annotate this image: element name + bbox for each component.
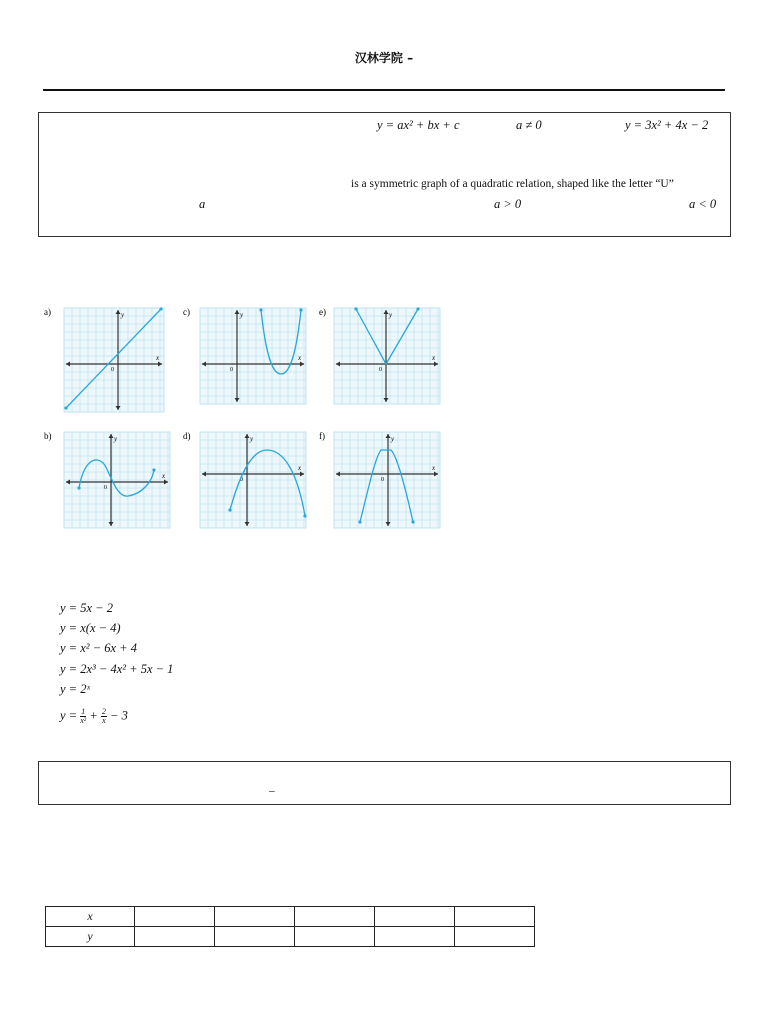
curve-endpoint [159, 307, 162, 310]
table-cell[interactable] [375, 907, 455, 927]
table-cell[interactable] [215, 927, 295, 947]
fraction-1-numerator: 1 [81, 707, 86, 716]
curve-endpoint [354, 307, 357, 310]
table-cell[interactable] [295, 927, 375, 947]
fraction-2-denominator: x [102, 716, 106, 725]
note-box [38, 761, 731, 805]
x-axis-label: x [298, 354, 302, 362]
table-cell[interactable] [455, 907, 535, 927]
x-axis-label: x [432, 464, 436, 472]
graph-label: a) [44, 307, 51, 317]
table-row-x [46, 907, 535, 927]
y-axis-label: y [389, 311, 393, 319]
graph-label: c) [183, 307, 190, 317]
origin-label: 0 [240, 477, 243, 483]
table-cell[interactable] [135, 907, 215, 927]
equation-6-tail: − 3 [110, 708, 128, 723]
origin-label: 0 [111, 367, 114, 373]
equation-6: y = $\frac{1}{\text{x²}}$ + $\frac{2}{x}$ − 3 [60, 707, 128, 725]
curve-endpoint [228, 508, 231, 511]
graph-v-shape [319, 306, 459, 416]
positive-a-condition: a > 0 [494, 197, 522, 211]
graph-label: f) [319, 431, 325, 441]
y-axis-label: y [114, 435, 118, 443]
fraction-1 [80, 708, 86, 725]
origin-label: 0 [381, 477, 384, 483]
equation-1: y = 5x − 2 [60, 601, 113, 615]
y-axis-label: y [121, 311, 125, 319]
coefficient-a: a [199, 197, 206, 211]
table-cell[interactable] [375, 927, 455, 947]
curve-endpoint [77, 486, 80, 489]
equation-5-text: y = 2ˣ [60, 682, 91, 696]
graph-line [44, 306, 184, 416]
negative-a-condition: a < 0 [689, 197, 717, 211]
curve-endpoint [411, 520, 414, 523]
x-axis-label: x [162, 472, 166, 480]
equation-5 [60, 682, 90, 697]
table-cell[interactable] [135, 927, 215, 947]
y-axis-label: y [250, 435, 254, 443]
table-of-values [45, 906, 535, 947]
graph-label: b) [44, 431, 52, 441]
graph-parabola-up [183, 306, 323, 416]
equation-2: y = x(x − 4) [60, 621, 121, 635]
row-header-x: x [46, 907, 135, 927]
graph-cubic [44, 430, 184, 540]
origin-label: 0 [230, 367, 233, 373]
curve-endpoint [259, 308, 262, 311]
definition-box [38, 112, 731, 237]
curve-endpoint [299, 308, 302, 311]
parabola-definition: is a symmetric graph of a quadratic relation, shaped like the letter “U” [351, 178, 674, 190]
graph-label: d) [183, 431, 191, 441]
equation-4: y = 2x³ − 4x² + 5x − 1 [60, 662, 174, 676]
table-cell[interactable] [215, 907, 295, 927]
origin-label: 0 [104, 485, 107, 491]
x-axis-label: x [156, 354, 160, 362]
graph-parabola-down [183, 430, 323, 540]
x-axis-label: x [432, 354, 436, 362]
curve-endpoint [416, 307, 419, 310]
fraction-2-numerator: 2 [101, 707, 106, 716]
graph-narrow-down [319, 430, 459, 540]
graph-background [64, 308, 164, 412]
nonzero-condition: a ≠ 0 [516, 118, 542, 132]
table-cell[interactable] [455, 927, 535, 947]
general-form-equation: y = ax² + bx + c [377, 118, 460, 132]
note-dash: – [269, 785, 275, 797]
curve-endpoint [303, 514, 306, 517]
header-rule [43, 89, 725, 91]
equation-6-lhs: y = [60, 708, 78, 723]
curve-endpoint [152, 468, 155, 471]
table-cell[interactable] [295, 907, 375, 927]
example-equation: y = 3x² + 4x − 2 [625, 118, 709, 132]
fraction-1-denominator: x² [80, 716, 87, 725]
fraction-2 [101, 708, 107, 725]
origin-label: 0 [379, 367, 382, 373]
graph-label: e) [319, 307, 326, 317]
page-header-title: 汉林学院 – [354, 51, 414, 65]
y-axis-label: y [240, 311, 244, 319]
equation-3: y = x² − 6x + 4 [60, 641, 137, 655]
x-axis-label: x [298, 464, 302, 472]
curve-endpoint [64, 406, 67, 409]
table-row-y [46, 927, 535, 947]
curve-endpoint [358, 520, 361, 523]
row-header-y: y [46, 927, 135, 947]
y-axis-label: y [391, 435, 395, 443]
